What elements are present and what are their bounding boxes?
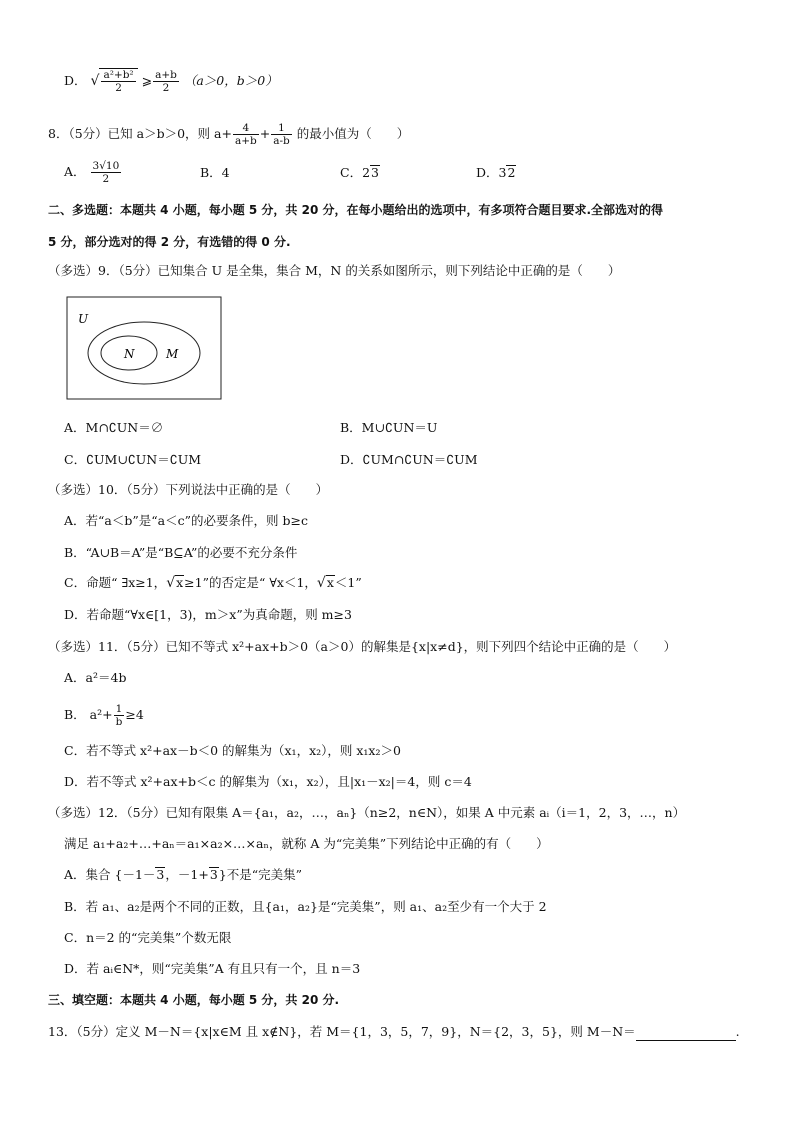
q12-option-c: C．n＝2 的“完美集”个数无限: [64, 930, 232, 945]
section-2-heading: 二、多选题：本题共 4 小题，每小题 5 分，共 20 分，在每小题给出的选项中，有多项符合题目要求.全部选对的得: [48, 203, 664, 217]
question-12-stem: （多选）12．（5分）已知有限集 A＝{a₁，a₂，…，aₙ}（n≥2，n∈N），如果 A 中元素 aᵢ（i＝1，2，3，…，n）: [48, 805, 686, 820]
q8-option-c: C．23: [340, 165, 379, 180]
q8-option-a: A． $\frac{3√10}{2}$: [64, 160, 120, 185]
q9-option-d: D．∁UM∩∁UN＝∁UM: [340, 452, 478, 467]
venn-label-n: N: [124, 347, 135, 361]
question-9-stem: （多选）9．（5分）已知集合 U 是全集，集合 M，N 的关系如图所示，则下列结论中正确的是（ ）: [48, 263, 621, 278]
q9-option-a: A．M∩∁UN＝∅: [64, 420, 164, 435]
fraction: $\frac{a+b}{2}$: [155, 69, 177, 94]
venn-label-u: U: [78, 312, 89, 326]
answer-blank[interactable]: [636, 1028, 736, 1041]
venn-diagram: [66, 296, 222, 400]
q7-option-d: D． √ $\frac{\text{a²+b²}}{2}$ ⩾ $\frac{a+b}{2}$ （a＞0，b＞0）: [64, 69, 278, 94]
venn-label-m: M: [166, 347, 179, 361]
section-2-heading-cont: 5 分，部分选对的得 2 分，有选错的得 0 分.: [48, 235, 291, 249]
q8-option-d: D．32: [476, 165, 516, 180]
question-10-stem: （多选）10．（5分）下列说法中正确的是（ ）: [48, 482, 329, 497]
q12-option-a: A．集合 {－1－3，－1+3}不是“完美集”: [64, 867, 302, 882]
q12-option-b: B．若 a₁、a₂是两个不同的正数，且{a₁，a₂}是“完美集”，则 a₁、a₂至少有一个大于 2: [64, 899, 547, 914]
q9-option-c: C．∁UM∪∁UN＝∁UM: [64, 452, 202, 467]
section-3-heading: 三、填空题：本题共 4 小题，每小题 5 分，共 20 分.: [48, 993, 340, 1007]
question-13-stem: 13．（5分）定义 M－N＝{x|x∈M 且 x∉N}，若 M＝{1，3，5，7，9}，N＝{2，3，5}，则 M－N＝ .: [48, 1024, 740, 1039]
question-11-stem: （多选）11．（5分）已知不等式 x²+ax+b＞0（a＞0）的解集是{x|x≠d}，则下列四个结论中正确的是（ ）: [48, 639, 677, 654]
q12-option-d: D．若 aᵢ∈N*，则“完美集”A 有且只有一个，且 n＝3: [64, 961, 361, 976]
venn-set-m: [88, 322, 200, 384]
question-8-stem: 8．（5分）已知 a＞b＞0，则 a+ $\frac{4}{a+b}$ + $\frac{1}{a-b}$ 的最小值为（ ）: [48, 122, 410, 147]
q10-option-d: D．若命题“∀x∈[1，3)，m＞x”为真命题，则 m≥3: [64, 607, 352, 622]
sqrt-expression: $\frac{\text{a²+b²}}{2}$: [99, 68, 137, 94]
q10-option-b: B．“A∪B＝A”是“B⊆A”的必要不充分条件: [64, 545, 298, 560]
question-12-stem-cont: 满足 a₁+a₂+…+aₙ＝a₁×a₂×…×aₙ，就称 A 为“完美集”下列结论中正确的有（ ）: [64, 836, 549, 851]
q9-option-b: B．M∪∁UN＝U: [340, 420, 438, 435]
radical-sign: √: [90, 73, 100, 89]
q8-option-b: B．4: [200, 165, 230, 180]
q11-option-b: B． a²+ $\frac{1}{b}$ ≥4: [64, 703, 144, 728]
q10-option-a: A．若“a＜b”是“a＜c”的必要条件，则 b≥c: [64, 513, 308, 528]
q11-option-c: C．若不等式 x²+ax－b＜0 的解集为（x₁，x₂），则 x₁x₂＞0: [64, 743, 401, 758]
q11-option-a: A．a²＝4b: [64, 670, 127, 685]
q11-option-d: D．若不等式 x²+ax+b＜c 的解集为（x₁，x₂），且|x₁－x₂|＝4，则 c＝4: [64, 774, 472, 789]
q10-option-c: C．命题“ ∃x≥1，√x≥1”的否定是“ ∀x＜1，√x＜1”: [64, 575, 362, 591]
